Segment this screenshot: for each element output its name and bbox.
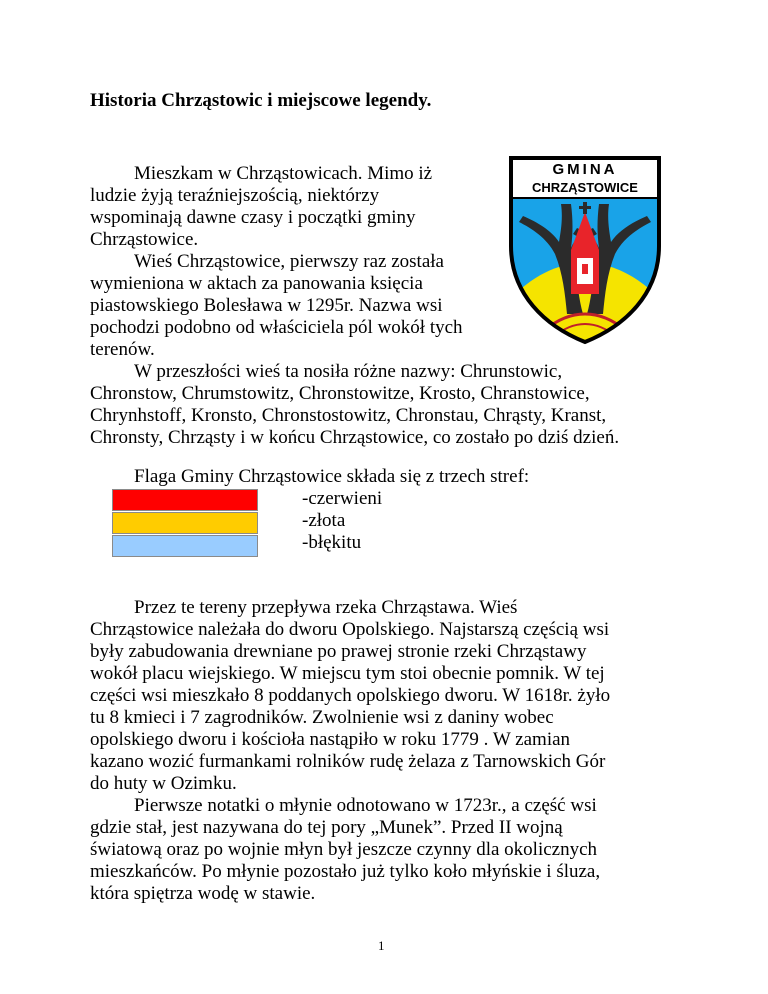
paragraph-line: Przez te tereny przepływa rzeka Chrząstawa. Wieś bbox=[134, 597, 518, 618]
paragraph-line: Chrynhstoff, Kronsto, Chronstostowitz, Chronstau, Chrąsty, Kranst, bbox=[90, 405, 607, 426]
paragraph-line: światową oraz po wojnie młyn był jeszcze czynny dla okolicznych bbox=[90, 839, 598, 860]
paragraph-line: pochodzi podobno od właściciela pól wokół tych bbox=[90, 317, 463, 338]
paragraph-line: ludzie żyją teraźniejszością, niektórzy bbox=[90, 185, 380, 206]
paragraph-line: piastowskiego Bolesława w 1295r. Nazwa wsi bbox=[90, 295, 443, 316]
paragraph-line: opolskiego dworu i kościoła nastąpiło w roku 1779 . W zamian bbox=[90, 729, 571, 750]
flag-label-blue: -błękitu bbox=[302, 532, 362, 553]
paragraph-line: W przeszłości wieś ta nosiła różne nazwy: Chrunstowic, bbox=[134, 361, 563, 382]
flag-stripe-red bbox=[112, 489, 258, 511]
flag-intro: Flaga Gminy Chrząstowice składa się z trzech stref: bbox=[134, 466, 530, 487]
paragraph-line: tu 8 kmieci i 7 zagrodników. Zwolnienie wsi z daniny wobec bbox=[90, 707, 554, 728]
paragraph-line: części wsi mieszkało 8 poddanych opolskiego dworu. W 1618r. żyło bbox=[90, 685, 611, 706]
paragraph-line: Mieszkam w Chrząstowicach. Mimo iż bbox=[134, 163, 433, 184]
paragraph-line: gdzie stał, jest nazywana do tej pory „Munek”. Przed II wojną bbox=[90, 817, 563, 838]
paragraph-line: terenów. bbox=[90, 339, 155, 360]
flag-stripe-gold bbox=[112, 512, 258, 534]
paragraph-line: Chronsty, Chrząsty i w końcu Chrząstowice, co zostało po dziś dzień. bbox=[90, 427, 620, 448]
page-number: 1 bbox=[378, 938, 385, 953]
flag-label-gold: -złota bbox=[302, 510, 346, 531]
crest-line1: GMINA bbox=[552, 161, 618, 178]
crest-line2: CHRZĄSTOWICE bbox=[532, 180, 638, 195]
gmina-coat-of-arms bbox=[505, 154, 665, 346]
paragraph-line: Wieś Chrząstowice, pierwszy raz została bbox=[134, 251, 444, 272]
paragraph-line: Pierwsze notatki o młynie odnotowano w 1723r., a część wsi bbox=[134, 795, 597, 816]
paragraph-line: wokół placu wiejskiego. W miejscu tym stoi obecnie pomnik. W tej bbox=[90, 663, 605, 684]
paragraph-line: Chronstow, Chrumstowitz, Chronstowitze, Krosto, Chranstowice, bbox=[90, 383, 590, 404]
flag-stripe-blue bbox=[112, 535, 258, 557]
paragraph-line: kazano wozić furmankami rolników rudę żelaza z Tarnowskich Gór bbox=[90, 751, 606, 772]
paragraph-line: która spiętrza wodę w stawie. bbox=[90, 883, 316, 904]
paragraph-line: były zabudowania drewniane po prawej stronie rzeki Chrząstawy bbox=[90, 641, 587, 662]
document-title: Historia Chrząstowic i miejscowe legendy. bbox=[90, 90, 432, 111]
flag-label-red: -czerwieni bbox=[302, 488, 383, 509]
paragraph-line: Chrząstowice należała do dworu Opolskiego. Najstarszą częścią wsi bbox=[90, 619, 610, 640]
paragraph-line: wspominają dawne czasy i początki gminy bbox=[90, 207, 416, 228]
paragraph-line: do huty w Ozimku. bbox=[90, 773, 237, 794]
paragraph-line: Chrząstowice. bbox=[90, 229, 199, 250]
paragraph-line: mieszkańców. Po młynie pozostało już tylko koło młyńskie i śluza, bbox=[90, 861, 601, 882]
paragraph-line: wymieniona w aktach za panowania księcia bbox=[90, 273, 423, 294]
